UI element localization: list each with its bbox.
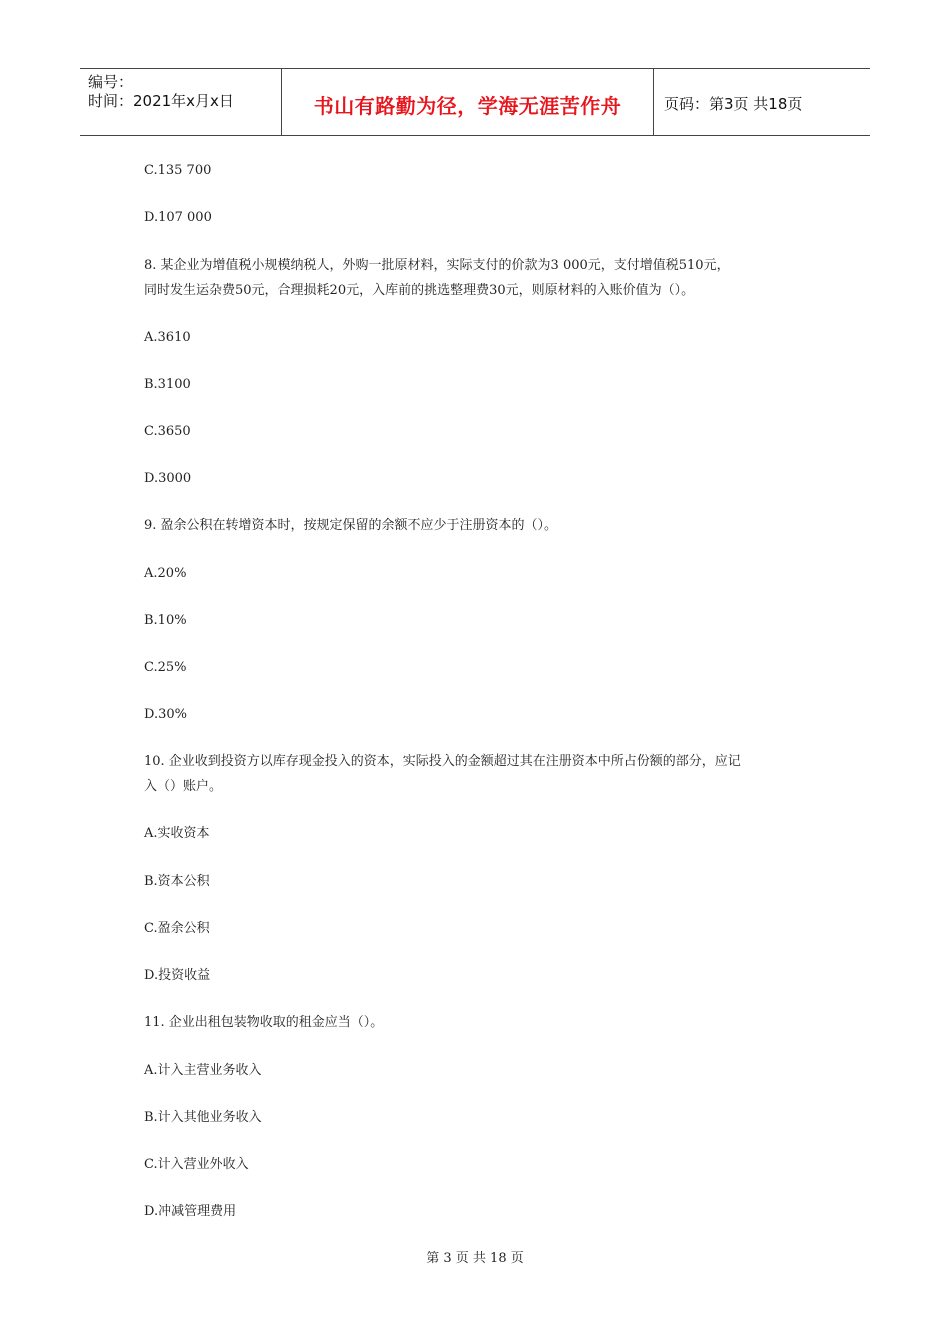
q8-option-b: B.3100 — [144, 377, 191, 392]
q7-option-c: C.135 700 — [144, 163, 212, 178]
q8-stem-line-1: 8. 某企业为增值税小规模纳税人，外购一批原材料，实际支付的价款为3 000元，支付增值税510元， — [144, 258, 730, 273]
q9-option-b: B.10% — [144, 613, 187, 628]
q10-option-b: B.资本公积 — [144, 874, 210, 889]
q10-option-c: C.盈余公积 — [144, 921, 210, 936]
document-date-label: 时间：2021年x月x日 — [88, 92, 234, 110]
page-header — [80, 68, 870, 136]
q9-option-a: A.20% — [144, 566, 187, 581]
q9-stem: 9. 盈余公积在转增资本时，按规定保留的余额不应少于注册资本的（）。 — [144, 518, 558, 533]
q8-option-d: D.3000 — [144, 471, 192, 486]
q9-option-c: C.25% — [144, 660, 187, 675]
q10-option-d: D.投资收益 — [144, 968, 211, 983]
q8-option-a: A.3610 — [144, 330, 191, 345]
q8-option-c: C.3650 — [144, 424, 191, 439]
header-motto: 书山有路勤为径，学海无涯苦作舟 — [282, 69, 654, 135]
q11-option-d: D.冲减管理费用 — [144, 1204, 237, 1219]
q11-option-c: C.计入营业外收入 — [144, 1157, 249, 1172]
page-footer: 第 3 页 共 18 页 — [426, 1251, 524, 1266]
q11-stem: 11. 企业出租包装物收取的租金应当（）。 — [144, 1015, 384, 1030]
q10-stem-line-2: 入（）账户。 — [144, 779, 223, 794]
q8-stem-line-2: 同时发生运杂费50元，合理损耗20元，入库前的挑选整理费30元，则原材料的入账价值为（）。 — [144, 283, 695, 298]
q11-option-a: A.计入主营业务收入 — [144, 1063, 262, 1078]
q10-stem-line-1: 10. 企业收到投资方以库存现金投入的资本，实际投入的金额超过其在注册资本中所占份额的部分，应记 — [144, 754, 741, 769]
q9-option-d: D.30% — [144, 707, 187, 722]
q11-option-b: B.计入其他业务收入 — [144, 1110, 262, 1125]
q7-option-d: D.107 000 — [144, 210, 212, 225]
document-number-label: 编号： — [88, 73, 134, 91]
header-page-label: 页码：第3页 共18页 — [664, 94, 803, 113]
q10-option-a: A.实收资本 — [144, 826, 210, 841]
header-meta — [80, 69, 282, 135]
